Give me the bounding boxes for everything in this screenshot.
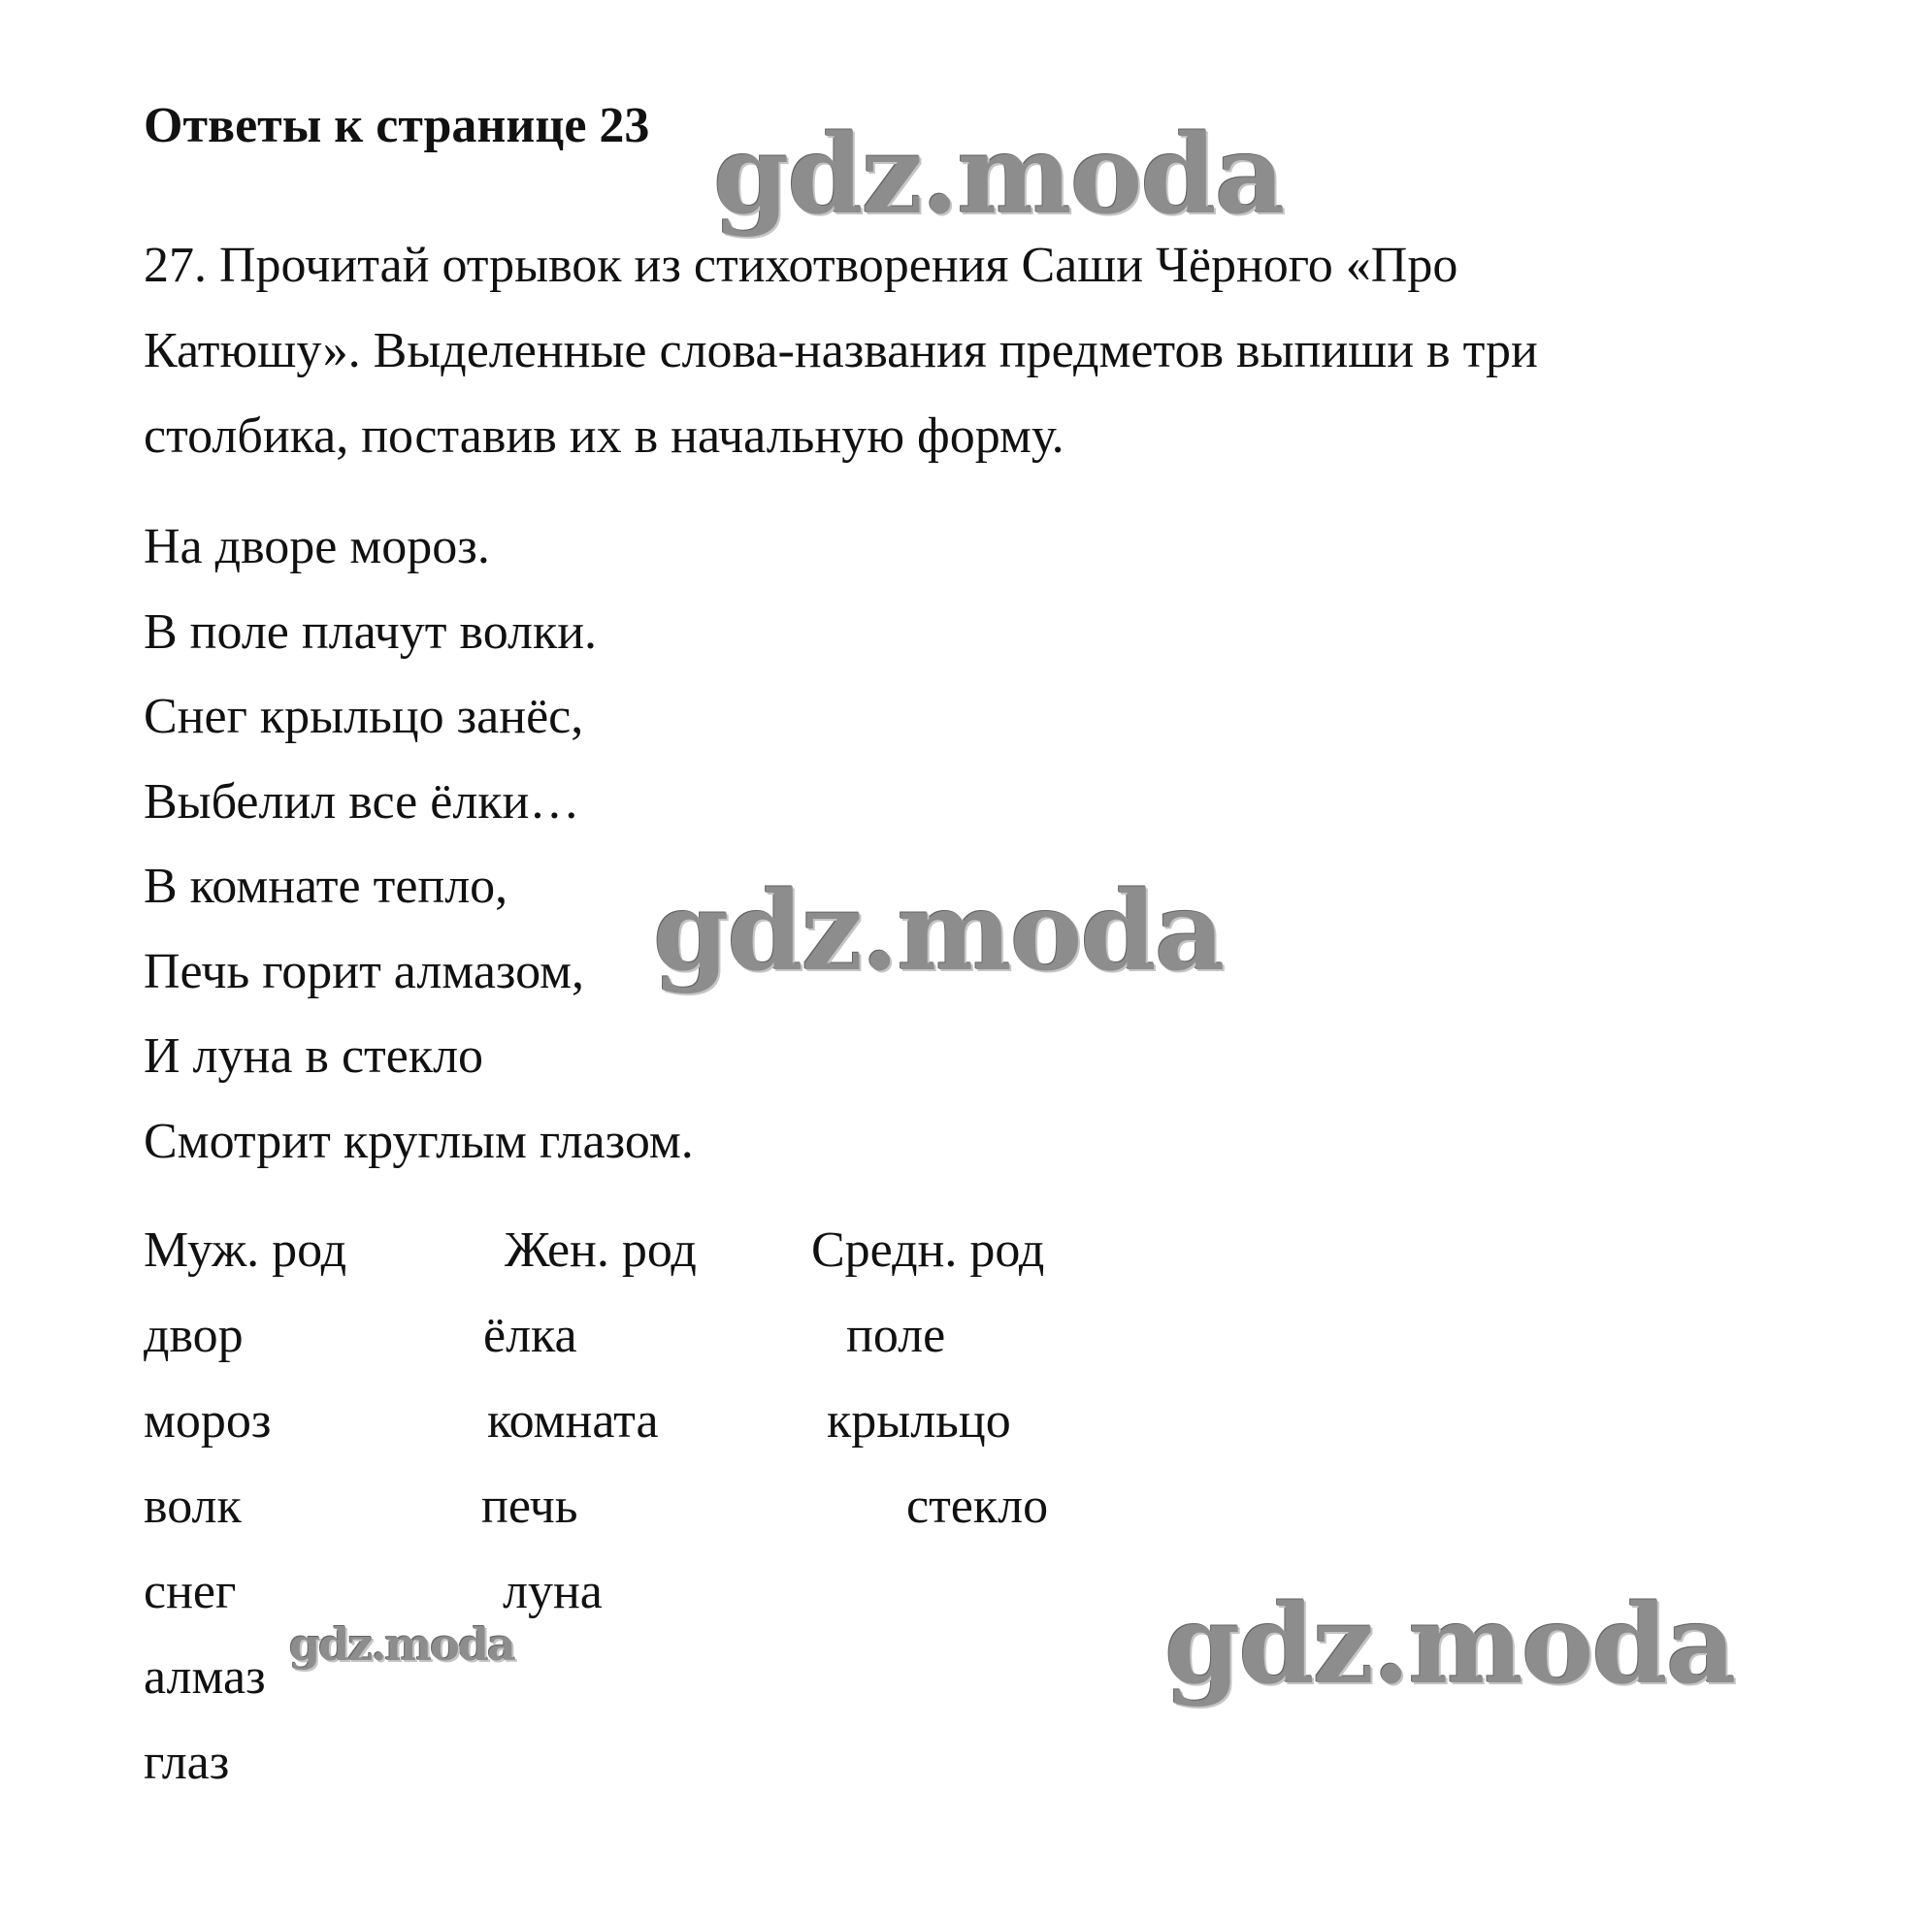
word: снег — [144, 1564, 237, 1619]
word-neuter: поле — [846, 1308, 946, 1363]
word: двор — [144, 1308, 244, 1363]
watermark-logo: gdz.moda — [713, 112, 1284, 239]
poem-line: В поле плачут волки. — [144, 603, 598, 660]
word: глаз — [144, 1735, 230, 1790]
task-line: Катюшу». Выделенные слова-названия предметов выпиши в три — [144, 323, 1538, 378]
task-line: столбика, поставив их в начальную форму. — [144, 408, 1064, 464]
poem-line: Смотрит круглым глазом. — [144, 1113, 694, 1169]
column-masculine — [144, 1208, 346, 1806]
column-header-feminine: Жен. род — [505, 1222, 697, 1278]
word-feminine: ёлка — [483, 1308, 577, 1363]
poem — [144, 505, 694, 1184]
page-heading: Ответы к странице 23 — [144, 98, 650, 153]
poem-line: На дворе мороз. — [144, 519, 490, 574]
word-feminine: комната — [487, 1393, 659, 1449]
task-text — [144, 223, 1813, 479]
watermark-logo: gdz.moda — [289, 1618, 514, 1671]
word: мороз — [144, 1393, 272, 1449]
poem-line: Выбелил все ёлки… — [144, 773, 580, 830]
word: алмаз — [144, 1649, 266, 1705]
column-header: Муж. род — [144, 1222, 347, 1278]
column-header-neuter: Средн. род — [811, 1222, 1045, 1278]
poem-line: Печь горит алмазом, — [144, 943, 585, 999]
task-line: 27. Прочитай отрывок из стихотворения Саши Чёрного «Про — [144, 238, 1458, 293]
word-feminine: луна — [503, 1564, 603, 1619]
poem-line: В комнате тепло, — [144, 859, 508, 914]
word-neuter: стекло — [906, 1479, 1049, 1534]
poem-line: И луна в стекло — [144, 1028, 484, 1084]
poem-line: Снег крыльцо занёс, — [144, 689, 584, 744]
word-feminine: печь — [481, 1479, 578, 1534]
watermark-logo: gdz.moda — [1164, 1581, 1735, 1709]
watermark-logo: gdz.moda — [653, 868, 1224, 995]
word: волк — [144, 1479, 242, 1534]
word-neuter: крыльцо — [827, 1393, 1011, 1449]
